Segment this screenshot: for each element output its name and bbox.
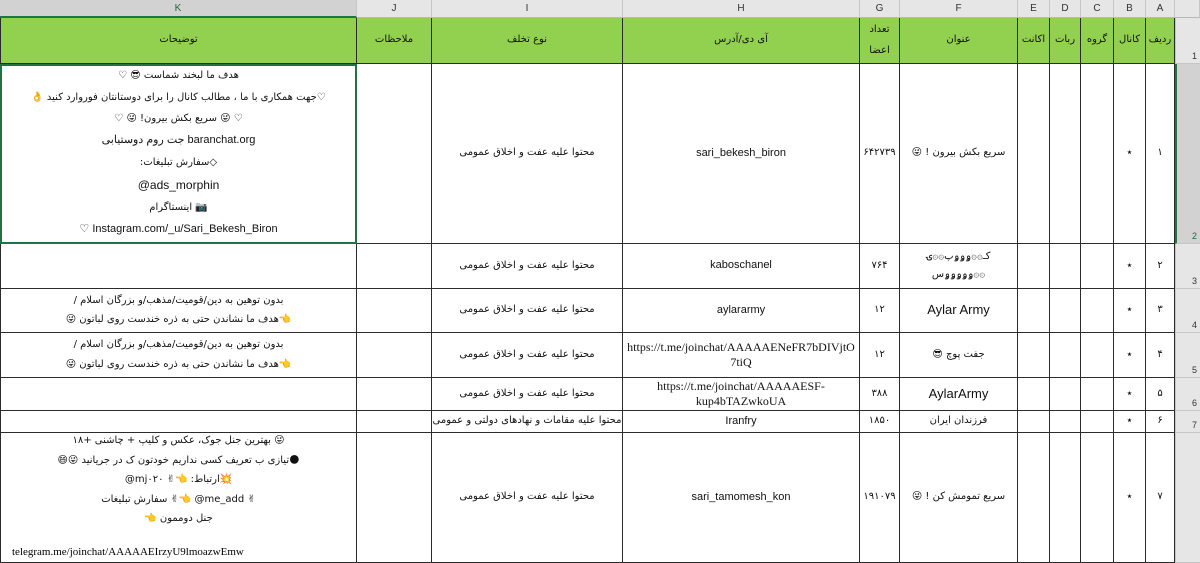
- column-header-f[interactable]: F: [900, 0, 1018, 18]
- cell-robat-3[interactable]: [1050, 289, 1081, 333]
- cell-radif-3[interactable]: ۳: [1146, 289, 1175, 333]
- cell-goroh-1[interactable]: [1081, 64, 1114, 244]
- cell-takhalof-2[interactable]: محتوا علیه عفت و اخلاق عمومی: [432, 244, 623, 289]
- column-header-k[interactable]: K: [0, 0, 357, 18]
- onvan-2-line-1: کـ۞۞ۅۅۅپ۞۞ۍ: [926, 250, 991, 262]
- row-header-2[interactable]: 2: [1175, 64, 1200, 244]
- cell-desc-4[interactable]: [0, 333, 357, 378]
- cell-kanal-7[interactable]: ٭: [1114, 433, 1146, 563]
- cell-radif-7[interactable]: ۷: [1146, 433, 1175, 563]
- cell-tedad-1[interactable]: ۶۴۲۷۳۹: [860, 64, 900, 244]
- cell-robat-1[interactable]: [1050, 64, 1081, 244]
- desc-4-line-1: بدون توهین به دین/قومیت/مذهب/و بزرگان اسلام /: [73, 338, 284, 350]
- cell-goroh-4[interactable]: [1081, 333, 1114, 378]
- desc-1-line-1: هدف ما لبخند شماست 😎 ♡: [118, 70, 239, 82]
- cell-robat-7[interactable]: [1050, 433, 1081, 563]
- column-header-b[interactable]: B: [1114, 0, 1146, 18]
- cell-robat-6[interactable]: [1050, 411, 1081, 433]
- cell-id-3[interactable]: aylararmy: [623, 289, 860, 333]
- cell-tedad-7[interactable]: ۱۹۱۰۷۹: [860, 433, 900, 563]
- cell-onvan-3[interactable]: Aylar Army: [900, 289, 1018, 333]
- desc-7-line-2: 🌑تیازی ب تعریف کسی نداریم خودتون ک در جریانید 😜😄: [57, 454, 300, 466]
- header-cell-kanal[interactable]: کانال: [1114, 18, 1146, 64]
- cell-molahezat-3[interactable]: [357, 289, 432, 333]
- header-cell-radif[interactable]: ردیف: [1146, 18, 1175, 64]
- cell-goroh-7[interactable]: [1081, 433, 1114, 563]
- cell-takhalof-4[interactable]: محتوا علیه عفت و اخلاق عمومی: [432, 333, 623, 378]
- column-header-e[interactable]: E: [1018, 0, 1050, 18]
- cell-molahezat-1[interactable]: [357, 64, 432, 244]
- cell-molahezat-4[interactable]: [357, 333, 432, 378]
- desc-4-line-2: 👈هدف ما نشاندن حتی به ذره خندست روی لباتون 😜: [65, 358, 292, 370]
- id-4-line-2: 7tiQ: [730, 355, 752, 369]
- cell-kanal-3[interactable]: ٭: [1114, 289, 1146, 333]
- cell-account-3[interactable]: [1018, 289, 1050, 333]
- cell-tedad-5[interactable]: ۳۸۸: [860, 378, 900, 411]
- cell-desc-2[interactable]: [0, 244, 357, 289]
- cell-kanal-4[interactable]: ٭: [1114, 333, 1146, 378]
- column-header-g[interactable]: G: [860, 0, 900, 18]
- id-4-line-1: https://t.me/joinchat/AAAAAENeFR7bDIVjtO: [627, 340, 855, 354]
- cell-onvan-4[interactable]: جفت پوچ 😎: [900, 333, 1018, 378]
- cell-tedad-6[interactable]: ۱۸۵۰: [860, 411, 900, 433]
- row-header-1[interactable]: 1: [1175, 18, 1200, 64]
- row-header-3[interactable]: 3: [1175, 244, 1200, 289]
- onvan-2-line-2: ۞۞ۅۅۅۅۅس: [931, 269, 986, 280]
- header-cell-robat[interactable]: ربات: [1050, 18, 1081, 64]
- column-header-a[interactable]: A: [1146, 0, 1175, 18]
- desc-1-line-4: baranchat.org جت روم دوستیابی: [101, 134, 256, 147]
- cell-takhalof-3[interactable]: محتوا علیه عفت و اخلاق عمومی: [432, 289, 623, 333]
- cell-molahezat-6[interactable]: [357, 411, 432, 433]
- cell-id-7[interactable]: sari_tamomesh_kon: [623, 433, 860, 563]
- desc-7-line-4: ✌ me_add@ 👈✌ سفارش تبلیغات: [101, 493, 256, 505]
- cell-onvan-7[interactable]: سریع تمومش کن ! 😜: [900, 433, 1018, 563]
- header-cell-molahezat[interactable]: ملاحظات: [357, 18, 432, 64]
- cell-tedad-4[interactable]: ۱۲: [860, 333, 900, 378]
- cell-id-6[interactable]: Iranfry: [623, 411, 860, 433]
- cell-id-5[interactable]: [623, 378, 860, 411]
- id-5-line-1: https://t.me/joinchat/AAAAAESF-: [657, 379, 825, 393]
- header-tedad-line2: اعضا: [869, 44, 890, 56]
- cell-takhalof-1[interactable]: محتوا علیه عفت و اخلاق عمومی: [432, 64, 623, 244]
- cell-account-2[interactable]: [1018, 244, 1050, 289]
- cell-radif-6[interactable]: ۶: [1146, 411, 1175, 433]
- cell-onvan-2[interactable]: [900, 244, 1018, 289]
- cell-onvan-5[interactable]: AylarArmy: [900, 378, 1018, 411]
- cell-tedad-3[interactable]: ۱۲: [860, 289, 900, 333]
- column-header-i[interactable]: I: [432, 0, 623, 18]
- desc-7-line-5: جنل دوممون 👈: [144, 513, 213, 524]
- cell-goroh-2[interactable]: [1081, 244, 1114, 289]
- cell-molahezat-7[interactable]: [357, 433, 432, 563]
- header-cell-tedad[interactable]: [860, 18, 900, 64]
- cell-robat-5[interactable]: [1050, 378, 1081, 411]
- header-cell-account[interactable]: اکانت: [1018, 18, 1050, 64]
- desc-1-line-5: ◇سفارش تبلیغات:: [139, 156, 218, 168]
- header-cell-no-takhalof[interactable]: نوع تخلف: [432, 18, 623, 64]
- cell-desc-6[interactable]: [0, 411, 357, 433]
- cell-account-7[interactable]: [1018, 433, 1050, 563]
- desc-7-line-1: 😜 بهترین جنل جوک، عکس و کلیپ + چاشنی +۱۸: [72, 435, 285, 446]
- cell-goroh-6[interactable]: [1081, 411, 1114, 433]
- cell-id-4[interactable]: [623, 333, 860, 378]
- desc-1-line-7: 📷 اینستاگرام: [149, 201, 208, 213]
- cell-account-4[interactable]: [1018, 333, 1050, 378]
- cell-onvan-6[interactable]: فرزندان ایران: [900, 411, 1018, 433]
- column-header-d[interactable]: D: [1050, 0, 1081, 18]
- header-cell-onvan[interactable]: عنوان: [900, 18, 1018, 64]
- cell-kanal-2[interactable]: ٭: [1114, 244, 1146, 289]
- cell-goroh-5[interactable]: [1081, 378, 1114, 411]
- column-header-c[interactable]: C: [1081, 0, 1114, 18]
- desc-3-line-1: بدون توهین به دین/قومیت/مذهب/و بزرگان اسلام /: [73, 294, 284, 306]
- cell-kanal-6[interactable]: ٭: [1114, 411, 1146, 433]
- desc-1-line-2: ♡جهت همکاری با ما ، مطالب کانال را برای دوستانتان فوروارد کنید 👌: [31, 91, 326, 103]
- row-header-5[interactable]: 5: [1175, 333, 1200, 378]
- cell-radif-4[interactable]: ۴: [1146, 333, 1175, 378]
- cell-id-1[interactable]: sari_bekesh_biron: [623, 64, 860, 244]
- cell-takhalof-5[interactable]: محتوا علیه عفت و اخلاق عمومی: [432, 378, 623, 411]
- cell-id-2[interactable]: kaboschanel: [623, 244, 860, 289]
- id-5-line-2: kup4bTAZwkoUA: [695, 394, 787, 408]
- cell-takhalof-6[interactable]: محتوا علیه مقامات و نهادهای دولتی و عمومی: [432, 411, 623, 433]
- cell-radif-5[interactable]: ۵: [1146, 378, 1175, 411]
- cell-tedad-2[interactable]: ۷۶۴: [860, 244, 900, 289]
- desc-1-line-6: ads_morphin@: [137, 177, 220, 192]
- cell-robat-2[interactable]: [1050, 244, 1081, 289]
- cell-molahezat-5[interactable]: [357, 378, 432, 411]
- cell-desc-7[interactable]: [0, 433, 357, 563]
- row-header-4[interactable]: 4: [1175, 289, 1200, 333]
- desc-1-line-3: ♡ 😜 سریع بکش بیرون! 😜 ♡: [114, 112, 243, 124]
- select-all-corner[interactable]: [1175, 0, 1200, 18]
- cell-account-6[interactable]: [1018, 411, 1050, 433]
- column-header-h[interactable]: H: [623, 0, 860, 18]
- cell-goroh-3[interactable]: [1081, 289, 1114, 333]
- column-header-j[interactable]: J: [357, 0, 432, 18]
- cell-desc-3[interactable]: [0, 289, 357, 333]
- row-header-7[interactable]: 7: [1175, 411, 1200, 433]
- row-header-6[interactable]: 6: [1175, 378, 1200, 411]
- header-cell-tozihat[interactable]: توضیحات: [0, 18, 357, 64]
- cell-kanal-5[interactable]: ٭: [1114, 378, 1146, 411]
- cell-account-5[interactable]: [1018, 378, 1050, 411]
- cell-onvan-1[interactable]: سریع بکش بیرون ! 😜: [900, 64, 1018, 244]
- desc-3-line-2: 👈هدف ما نشاندن حتی به ذره خندست روی لباتون 😜: [65, 314, 292, 325]
- cell-desc-5[interactable]: [0, 378, 357, 411]
- cell-radif-2[interactable]: ۲: [1146, 244, 1175, 289]
- cell-molahezat-2[interactable]: [357, 244, 432, 289]
- cell-robat-4[interactable]: [1050, 333, 1081, 378]
- cell-desc-1[interactable]: [0, 64, 357, 244]
- desc-1-line-8: ♡ Instagram.com/_u/Sari_Bekesh_Biron: [79, 222, 278, 235]
- row-header-8[interactable]: [1175, 433, 1200, 563]
- cell-takhalof-7[interactable]: محتوا علیه عفت و اخلاق عمومی: [432, 433, 623, 563]
- header-cell-goroh[interactable]: گروه: [1081, 18, 1114, 64]
- desc-7-cut-line: telegram.me/joinchat/AAAAAEIrzyU9lmoazwEmw: [12, 546, 244, 558]
- header-tedad-line1: تعداد: [869, 24, 890, 35]
- desc-7-line-3: 💥ارتباط: 👈✌ mj۰۲۰@: [124, 474, 233, 485]
- header-cell-id-address[interactable]: آی دی/آدرس: [623, 18, 860, 64]
- cell-radif-1[interactable]: ۱: [1146, 64, 1175, 244]
- cell-kanal-1[interactable]: ٭: [1114, 64, 1146, 244]
- cell-account-1[interactable]: [1018, 64, 1050, 244]
